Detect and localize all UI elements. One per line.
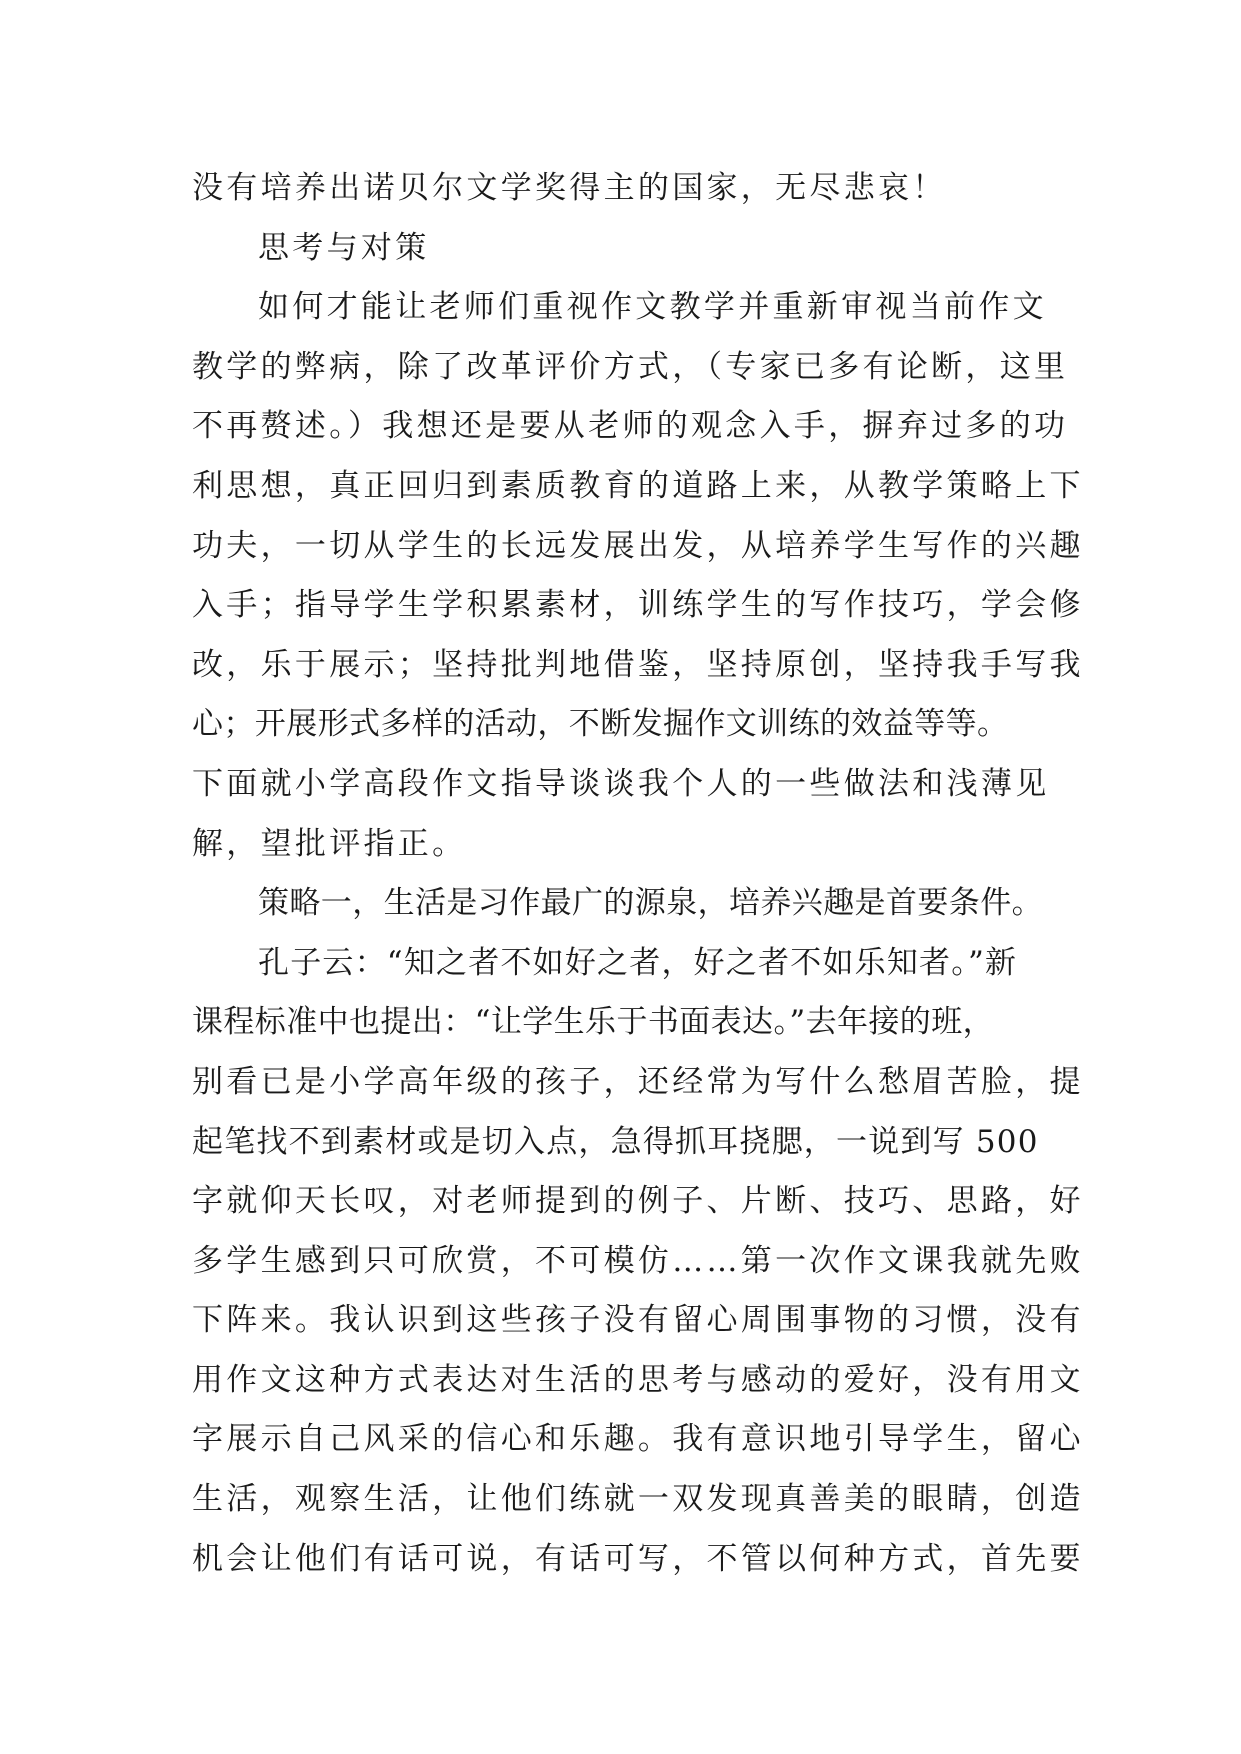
text-line: 教学的弊病，除了改革评价方式，（专家已多有论断，这里: [192, 348, 1069, 385]
text-line: 字展示自己风采的信心和乐趣。我有意识地引导学生，留心: [192, 1421, 1084, 1458]
text-line: 利思想，真正回归到素质教育的道路上来，从教学策略上下: [192, 467, 1084, 504]
text-line: 不再赘述。）我想还是要从老师的观念入手，摒弃过多的功: [192, 408, 1069, 445]
text-line: 字就仰天长叹，对老师提到的例子、片断、技巧、思路，好: [192, 1183, 1084, 1220]
text-line: 机会让他们有话可说，有话可写，不管以何种方式，首先要: [192, 1540, 1084, 1577]
strategy-heading: 策略一，生活是习作最广的源泉，培养兴趣是首要条件。: [258, 885, 1043, 922]
text-line: 没有培养出诺贝尔文学奖得主的国家，无尽悲哀！: [192, 170, 947, 206]
text-line: 多学生感到只可欣赏，不可模仿……第一次作文课我就先败: [192, 1242, 1084, 1279]
text-line: 生活，观察生活，让他们练就一双发现真善美的眼睛，创造: [192, 1481, 1084, 1518]
text-line: 孔子云：“知之者不如好之者，好之者不如乐知者。”新: [258, 944, 1018, 981]
text-line: 改，乐于展示；坚持批判地借鉴，坚持原创，坚持我手写我: [192, 646, 1084, 683]
text-line: 用作文这种方式表达对生活的思考与感动的爱好，没有用文: [192, 1361, 1084, 1398]
text-line: 下面就小学高段作文指导谈谈我个人的一些做法和浅薄见: [192, 765, 1050, 802]
text-line: 如何才能让老师们重视作文教学并重新审视当前作文: [258, 289, 1047, 326]
section-heading: 思考与对策: [258, 229, 430, 266]
text-line: 入手；指导学生学积累素材，训练学生的写作技巧，学会修: [192, 587, 1084, 624]
body-text: [192, 159, 1084, 1589]
text-line: 心；开展形式多样的活动，不断发掘作文训练的效益等等。: [192, 706, 1009, 743]
text-line: 功夫，一切从学生的长远发展出发，从培养学生写作的兴趣: [192, 527, 1084, 564]
text-line: 课程标准中也提出：“让学生乐于书面表达。”去年接的班，: [192, 1004, 994, 1041]
text-line: 解，望批评指正。: [192, 825, 467, 862]
text-line: 下阵来。我认识到这些孩子没有留心周围事物的习惯，没有: [192, 1302, 1084, 1339]
text-line: 别看已是小学高年级的孩子，还经常为写什么愁眉苦脸，提: [192, 1063, 1084, 1100]
text-line: 起笔找不到素材或是切入点，急得抓耳挠腮，一说到写 500: [192, 1123, 1039, 1160]
